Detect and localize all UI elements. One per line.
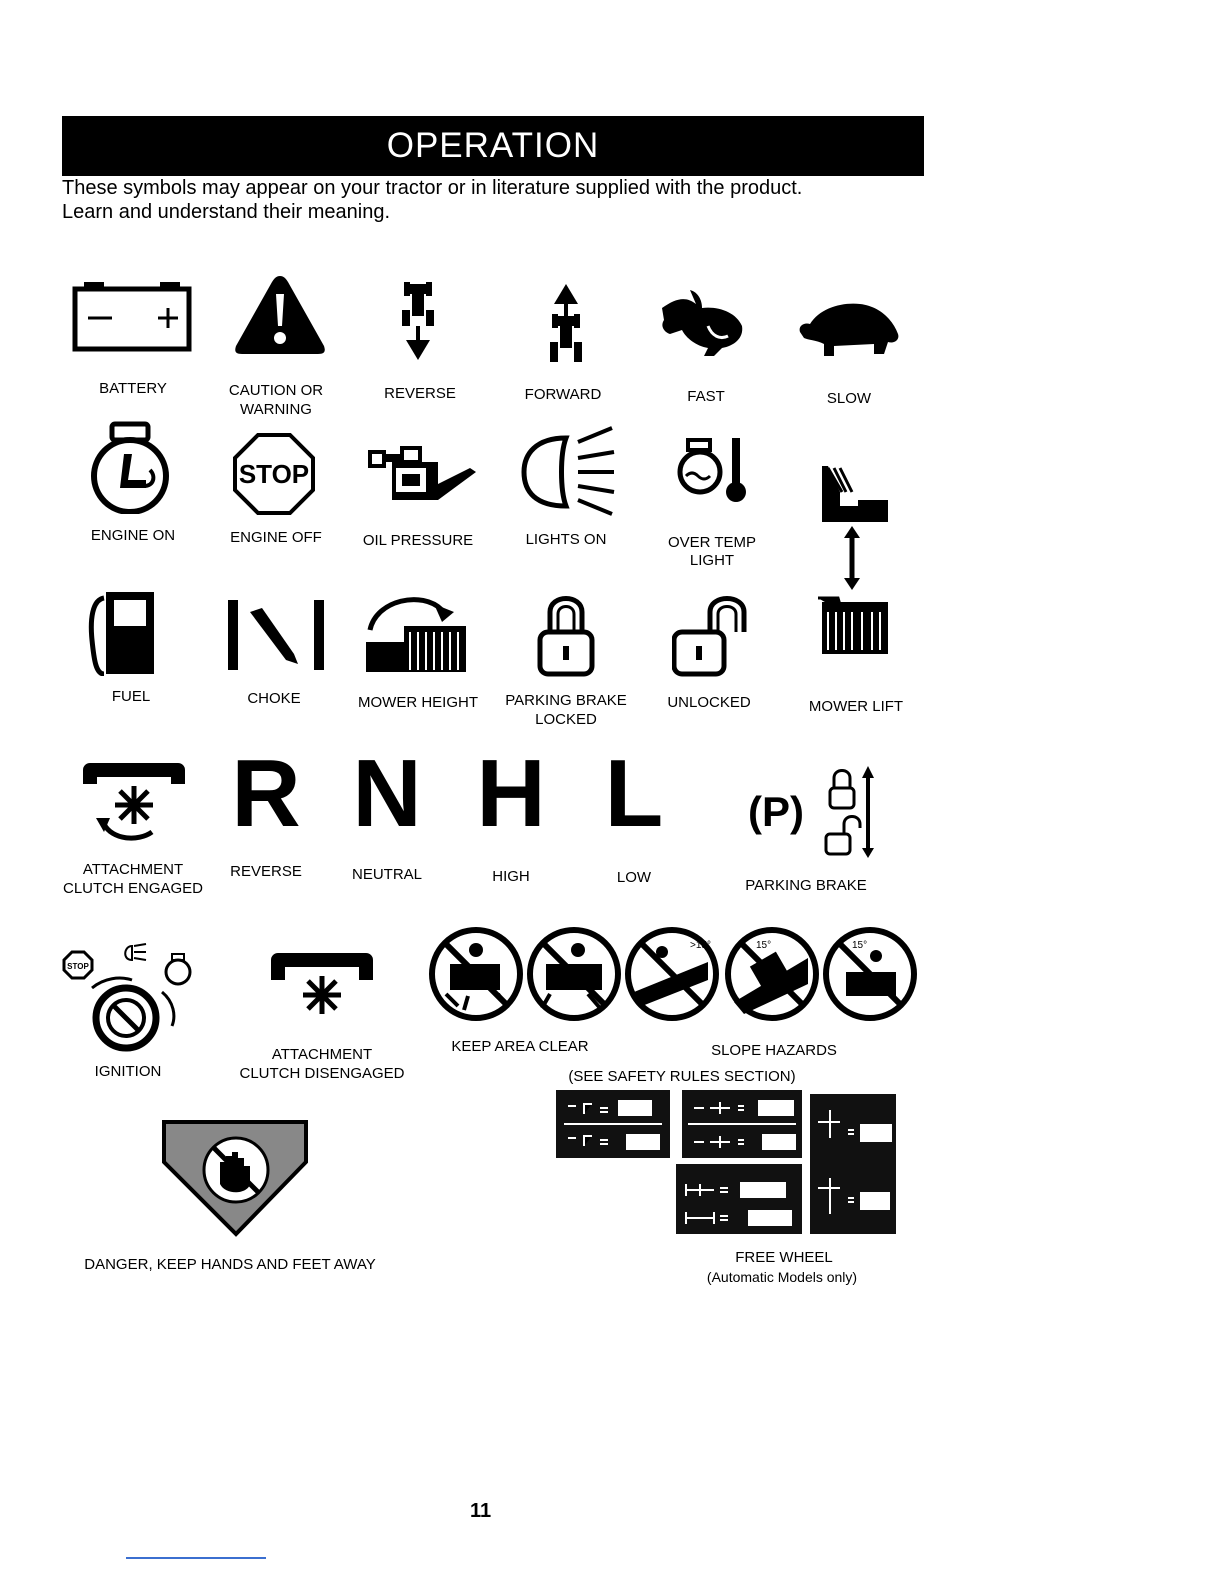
svg-text:STOP: STOP [67, 962, 89, 971]
intro-line-1: These symbols may appear on your tractor or in literature supplied with the product. [62, 177, 803, 199]
engine-on-label: ENGINE ON [90, 527, 176, 544]
free-wheel-note: (Automatic Models only) [706, 1269, 858, 1285]
parking-locked-label-1: PARKING BRAKE [505, 692, 627, 709]
free-wheel-panel-1 [556, 1090, 670, 1158]
attachment-disengaged-icon [270, 950, 374, 1020]
forward-label: FORWARD [524, 386, 602, 403]
keep-clear-icon-1 [432, 930, 520, 1018]
mower-lift-label: MOWER LIFT [808, 698, 904, 715]
safety-prohibition-icons [428, 922, 918, 1026]
attach-disengaged-label-1: ATTACHMENT [271, 1046, 373, 1063]
choke-icon [228, 598, 328, 672]
oil-can-icon [366, 444, 480, 510]
mower-height-label: MOWER HEIGHT [358, 694, 478, 711]
free-wheel-panel-4 [810, 1094, 896, 1234]
keep-clear-icon-2 [530, 930, 618, 1018]
free-wheel-panel-2 [682, 1090, 802, 1158]
warning-triangle-icon [232, 274, 328, 356]
headlight-icon [516, 420, 620, 520]
battery-icon [72, 282, 194, 352]
over-temp-label-2: LIGHT [689, 552, 735, 569]
gear-high-label: HIGH [492, 868, 530, 885]
reverse-label: REVERSE [384, 385, 456, 402]
lights-on-label: LIGHTS ON [525, 531, 607, 548]
forward-tractor-icon [546, 282, 586, 366]
section-banner [62, 116, 924, 176]
choke-label: CHOKE [247, 690, 301, 707]
mower-height-icon [362, 586, 472, 678]
danger-label: DANGER, KEEP HANDS AND FEET AWAY [84, 1256, 376, 1273]
slope-angle-b: 15° [756, 940, 772, 951]
rabbit-fast-icon [656, 286, 746, 360]
see-safety-label: (SEE SAFETY RULES SECTION) [568, 1068, 796, 1085]
attach-engaged-label-2: CLUTCH ENGAGED [62, 880, 204, 897]
engine-off-label: ENGINE OFF [230, 529, 322, 546]
turtle-slow-icon [794, 300, 904, 362]
fuel-label: FUEL [111, 688, 151, 705]
fuel-pump-icon [88, 590, 158, 676]
attach-engaged-label-1: ATTACHMENT [82, 861, 184, 878]
parking-brake-icon [738, 764, 888, 860]
parking-locked-label-2: LOCKED [535, 711, 597, 728]
over-temp-icon [676, 436, 756, 506]
ignition-label: IGNITION [94, 1063, 162, 1080]
gear-reverse-letter: R [231, 740, 301, 847]
mower-lift-icon [818, 462, 894, 662]
slope-hazard-icon-1 [628, 930, 716, 1018]
stop-sign-icon [232, 432, 316, 516]
page-number: 11 [470, 1500, 492, 1522]
stop-text: STOP [238, 459, 310, 489]
gear-neutral-letter: N [352, 740, 422, 847]
unlocked-label: UNLOCKED [667, 694, 751, 711]
gear-neutral-label: NEUTRAL [351, 866, 423, 883]
caution-label-2: WARNING [240, 401, 312, 418]
battery-label: BATTERY [99, 380, 167, 397]
slope-angle-c: 15° [852, 940, 868, 951]
danger-hands-icon [160, 1118, 310, 1238]
gear-low-label: LOW [616, 869, 652, 886]
free-wheel-diagram [554, 1088, 900, 1238]
slow-label: SLOW [826, 390, 872, 407]
oil-pressure-label: OIL PRESSURE [362, 532, 474, 549]
caution-label-1: CAUTION OR [228, 382, 324, 399]
slope-angle-a: >15° [690, 940, 711, 951]
lock-unlocked-icon [672, 592, 752, 678]
free-wheel-panel-3 [676, 1164, 802, 1234]
intro-text [62, 176, 922, 224]
parking-brake-label: PARKING BRAKE [745, 877, 867, 894]
engine-on-icon [88, 420, 172, 514]
free-wheel-label: FREE WHEEL [735, 1249, 833, 1266]
attachment-engaged-icon [82, 760, 186, 844]
slope-hazard-icon-2 [728, 930, 816, 1018]
gear-low-letter: L [604, 740, 664, 847]
over-temp-label-1: OVER TEMP [667, 534, 757, 551]
ignition-icon [62, 940, 194, 1056]
section-title: OPERATION [386, 126, 600, 165]
parking-p-text: (P) [748, 788, 804, 835]
intro-line-2: Learn and understand their meaning. [62, 201, 391, 223]
reverse-tractor-icon [398, 280, 438, 364]
slope-hazard-icon-3 [826, 930, 914, 1018]
lock-locked-icon [536, 592, 596, 678]
fast-label: FAST [687, 388, 725, 405]
slope-hazards-label: SLOPE HAZARDS [711, 1042, 837, 1059]
gear-reverse-label: REVERSE [230, 863, 302, 880]
attach-disengaged-label-2: CLUTCH DISENGAGED [239, 1065, 405, 1082]
gear-high-letter: H [476, 740, 546, 847]
footer-rule [126, 1557, 266, 1559]
keep-area-clear-label: KEEP AREA CLEAR [451, 1038, 589, 1055]
